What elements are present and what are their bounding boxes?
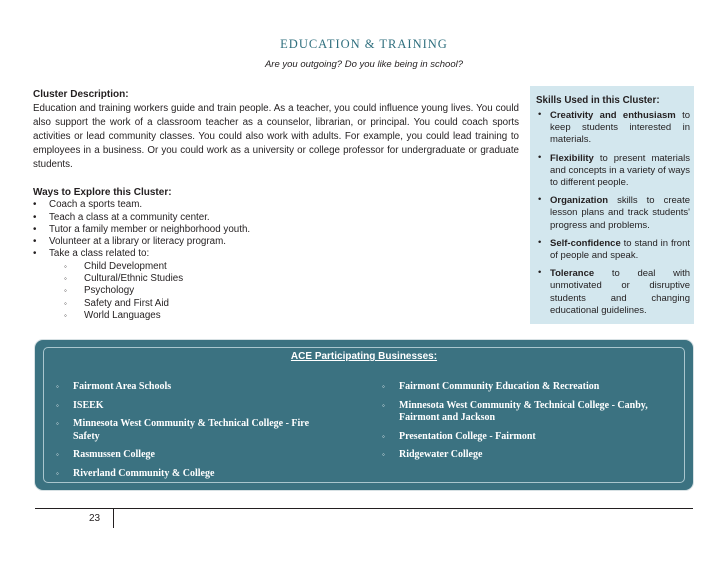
skill-item: [536, 153, 690, 190]
skill-item: [536, 110, 690, 147]
business-name: ISEEK: [73, 399, 104, 411]
sub-bullet-icon: ◦: [56, 468, 59, 478]
sub-bullet-icon: ◦: [382, 382, 385, 391]
list-item-text: Teach a class at a community center.: [49, 211, 210, 223]
ace-businesses-panel: [35, 340, 693, 490]
list-item-text: Cultural/Ethnic Studies: [84, 273, 184, 285]
explore-sublist: [33, 261, 453, 322]
list-item: [33, 310, 453, 322]
list-item: [55, 468, 325, 481]
skill-text: to keep students interested in materials.: [550, 110, 691, 146]
bullet-icon: •: [33, 199, 37, 211]
list-item-text: Child Development: [84, 260, 167, 272]
bullet-icon: •: [538, 267, 542, 279]
sub-bullet-icon: ◦: [64, 298, 67, 308]
skill-text: to stand in front of people and speak.: [550, 237, 690, 262]
business-name: Ridgewater College: [399, 449, 483, 460]
sub-bullet-icon: ◦: [382, 431, 385, 441]
bullet-icon: •: [33, 236, 37, 248]
skill-text: skills to create lesson plans and track students' progress and problems.: [550, 195, 690, 231]
list-item: [55, 381, 325, 394]
list-item: [33, 298, 453, 310]
list-item: [33, 212, 453, 224]
description-text: Education and training workers guide and train people. As a teacher, you could influence young lives. You could also support the work of a classroom teacher as a counselor, librarian, or principal. You could coach sports activities or lead community classes. You could also work with adults. For example, you could lead training to employees in a business. Or you could work as a university or college professor for undergraduate or graduate students.: [33, 103, 519, 170]
list-item: [381, 400, 681, 425]
business-name: Fairmont Community Education & Recreation: [399, 381, 600, 392]
list-item-text: World Languages: [84, 309, 161, 321]
business-name: Presentation College - Fairmont: [399, 430, 536, 442]
page-number: 23: [89, 513, 101, 524]
list-item: [33, 273, 453, 285]
bullet-icon: •: [538, 194, 542, 206]
list-item-text: Coach a sports team.: [49, 199, 143, 211]
skill-text: to deal with unmotivated or disruptive students and changing educational guidelines.: [550, 268, 690, 316]
footer-rule: [35, 508, 693, 509]
skills-heading: Skills Used in this Cluster:: [536, 95, 660, 106]
bullet-icon: •: [33, 211, 37, 223]
skill-item: [536, 195, 690, 232]
list-item: [33, 224, 453, 236]
skill-text: to present materials and concepts in a variety of ways to different people.: [550, 152, 690, 189]
page-subtitle: Are you outgoing? Do you like being in school?: [264, 59, 464, 70]
list-item: [55, 418, 325, 443]
bullet-icon: •: [538, 236, 542, 248]
skill-term: Self-confidence: [550, 237, 621, 249]
business-name: Minnesota West Community & Technical College - Canby, Fairmont and Jackson: [399, 399, 648, 423]
sub-bullet-icon: ◦: [382, 400, 385, 410]
cluster-description: [33, 88, 519, 172]
list-item: [55, 400, 325, 413]
explore-heading: Ways to Explore this Cluster:: [33, 187, 172, 198]
bullet-icon: •: [538, 109, 542, 120]
list-item: [381, 449, 681, 462]
skill-term: Tolerance: [550, 268, 595, 280]
explore-list: [33, 199, 453, 260]
skills-box: [530, 86, 694, 324]
sub-bullet-icon: ◦: [56, 419, 59, 428]
list-item: [33, 261, 453, 273]
bullet-icon: •: [538, 151, 542, 163]
business-name: Fairmont Area Schools: [73, 381, 172, 392]
explore-section: [33, 187, 453, 322]
skill-term: Flexibility: [550, 152, 594, 164]
business-name: Riverland Community & College: [73, 467, 215, 479]
business-name: Minnesota West Community & Technical College - Fire Safety: [73, 418, 310, 442]
list-item: [381, 431, 681, 444]
list-item-text: Tutor a family member or neighborhood youth.: [49, 223, 251, 235]
list-item: [33, 236, 453, 248]
skill-item: [536, 238, 690, 262]
description-heading: Cluster Description:: [33, 89, 129, 100]
list-item: [33, 199, 453, 211]
skill-term: Organization: [550, 195, 609, 207]
footer-divider: [113, 508, 114, 528]
skill-item: [536, 268, 690, 317]
list-item: [381, 381, 681, 394]
ace-list-right: [381, 381, 681, 468]
sub-bullet-icon: ◦: [64, 261, 67, 271]
page-title: EDUCATION & TRAINING: [280, 37, 448, 51]
sub-bullet-icon: ◦: [382, 450, 385, 459]
sub-bullet-icon: ◦: [64, 274, 67, 284]
ace-list-left: [55, 381, 325, 486]
skill-term: Creativity and enthusiasm: [550, 110, 676, 121]
list-item: [55, 449, 325, 462]
sub-bullet-icon: ◦: [64, 310, 67, 320]
ace-title: ACE Participating Businesses:: [290, 351, 438, 362]
bullet-icon: •: [33, 223, 37, 235]
list-item: [33, 248, 453, 260]
sub-bullet-icon: ◦: [56, 382, 59, 391]
list-item-text: Safety and First Aid: [84, 297, 169, 309]
list-item-text: Take a class related to:: [49, 248, 150, 260]
list-item: [33, 285, 453, 297]
sub-bullet-icon: ◦: [56, 450, 59, 459]
list-item-text: Psychology: [84, 285, 135, 297]
list-item-text: Volunteer at a library or literacy program.: [49, 236, 226, 248]
sub-bullet-icon: ◦: [56, 400, 59, 410]
business-name: Rasmussen College: [73, 449, 155, 460]
bullet-icon: •: [33, 248, 37, 260]
sub-bullet-icon: ◦: [64, 286, 67, 296]
